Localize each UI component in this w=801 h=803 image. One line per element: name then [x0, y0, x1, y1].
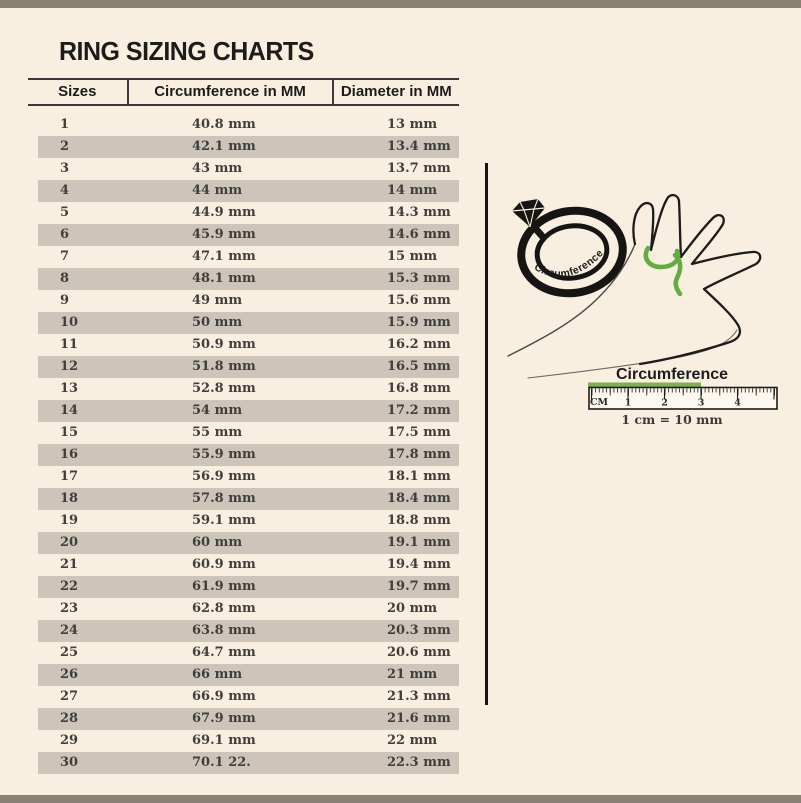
- cell-circumference: 55.9 mm: [192, 447, 256, 462]
- cell-diameter: 20.3 mm: [387, 623, 451, 638]
- cell-size: 11: [60, 337, 79, 352]
- table-row: [38, 422, 459, 444]
- cell-circumference: 44.9 mm: [192, 205, 256, 220]
- cell-size: 20: [60, 535, 79, 550]
- cell-circumference: 60 mm: [192, 535, 243, 550]
- cell-diameter: 13.4 mm: [387, 139, 451, 154]
- cell-diameter: 21.6 mm: [387, 711, 451, 726]
- cell-diameter: 13.7 mm: [387, 161, 451, 176]
- cell-circumference: 54 mm: [192, 403, 243, 418]
- table-row: [38, 730, 459, 752]
- cell-circumference: 70.1 22.: [192, 755, 251, 770]
- cell-circumference: 50.9 mm: [192, 337, 256, 352]
- cell-size: 9: [60, 293, 70, 308]
- cell-diameter: 22.3 mm: [387, 755, 451, 770]
- cell-circumference: 59.1 mm: [192, 513, 256, 528]
- cell-size: 29: [60, 733, 79, 748]
- cell-circumference: 60.9 mm: [192, 557, 256, 572]
- column-header-sizes: Sizes: [58, 83, 97, 100]
- table-row: [38, 400, 459, 422]
- ruler-label-cm: CM: [589, 397, 609, 408]
- column-header-diameter: Diameter in MM: [340, 83, 452, 100]
- cell-size: 17: [60, 469, 79, 484]
- cell-size: 4: [60, 183, 70, 198]
- table-row: [38, 488, 459, 510]
- table-row: [38, 444, 459, 466]
- table-row: [38, 268, 459, 290]
- cell-diameter: 15.9 mm: [387, 315, 451, 330]
- table-row: [38, 642, 459, 664]
- page-title: RING SIZING CHARTS: [59, 36, 314, 66]
- cell-diameter: 13 mm: [387, 117, 438, 132]
- ring-size-table: [28, 78, 459, 774]
- table-row: [38, 510, 459, 532]
- ruler-label-3: 3: [697, 397, 705, 409]
- cell-diameter: 15 mm: [387, 249, 438, 264]
- cell-circumference: 51.8 mm: [192, 359, 256, 374]
- ring-measurement-illustration: [480, 150, 800, 440]
- cell-circumference: 63.8 mm: [192, 623, 256, 638]
- cell-circumference: 45.9 mm: [192, 227, 256, 242]
- green-string-icon: [646, 248, 680, 294]
- table-row: [38, 598, 459, 620]
- cell-size: 24: [60, 623, 79, 638]
- cell-diameter: 15.6 mm: [387, 293, 451, 308]
- cell-diameter: 19.4 mm: [387, 557, 451, 572]
- cell-size: 21: [60, 557, 79, 572]
- cell-circumference: 66 mm: [192, 667, 243, 682]
- table-row: [38, 686, 459, 708]
- top-frame-bar: [0, 0, 801, 8]
- table-row: [38, 202, 459, 224]
- cell-diameter: 17.5 mm: [387, 425, 451, 440]
- cell-diameter: 19.7 mm: [387, 579, 451, 594]
- cell-circumference: 44 mm: [192, 183, 243, 198]
- cell-diameter: 17.2 mm: [387, 403, 451, 418]
- cell-size: 28: [60, 711, 79, 726]
- cell-circumference: 55 mm: [192, 425, 243, 440]
- cell-diameter: 17.8 mm: [387, 447, 451, 462]
- table-row: [38, 114, 459, 136]
- table-row: [38, 576, 459, 598]
- cell-size: 18: [60, 491, 79, 506]
- cell-size: 1: [60, 117, 70, 132]
- ruler-label-1: 1: [624, 397, 632, 409]
- cell-circumference: 40.8 mm: [192, 117, 256, 132]
- cell-size: 7: [60, 249, 70, 264]
- table-row: [38, 356, 459, 378]
- ruler-title: Circumference: [615, 366, 729, 383]
- cell-diameter: 22 mm: [387, 733, 438, 748]
- bottom-frame-bar: [0, 795, 801, 803]
- green-measure-line: [588, 383, 701, 388]
- cell-diameter: 20 mm: [387, 601, 438, 616]
- diamond-ring-icon: [512, 199, 629, 300]
- table-row: [38, 136, 459, 158]
- table-row: [38, 290, 459, 312]
- cell-circumference: 48.1 mm: [192, 271, 256, 286]
- ruler-block: [588, 366, 777, 427]
- ruler-label-2: 2: [661, 397, 668, 409]
- table-row: [38, 334, 459, 356]
- cell-circumference: 64.7 mm: [192, 645, 256, 660]
- cell-circumference: 62.8 mm: [192, 601, 256, 616]
- cell-circumference: 42.1 mm: [192, 139, 256, 154]
- cell-size: 15: [60, 425, 79, 440]
- ring-circumference-label: Circumference: [532, 247, 606, 281]
- cell-size: 25: [60, 645, 79, 660]
- cell-size: 30: [60, 755, 79, 770]
- cell-circumference: 56.9 mm: [192, 469, 256, 484]
- table-row: [38, 246, 459, 268]
- table-row: [38, 312, 459, 334]
- cell-diameter: 19.1 mm: [387, 535, 451, 550]
- cell-circumference: 43 mm: [192, 161, 243, 176]
- table-row: [38, 554, 459, 576]
- cell-circumference: 67.9 mm: [192, 711, 256, 726]
- cell-diameter: 14.3 mm: [387, 205, 451, 220]
- cell-size: 26: [60, 667, 79, 682]
- cell-circumference: 50 mm: [192, 315, 243, 330]
- column-header-circumference: Circumference in MM: [127, 80, 334, 104]
- cell-diameter: 14.6 mm: [387, 227, 451, 242]
- table-body: [38, 114, 459, 774]
- ruler-note: 1 cm = 10 mm: [621, 412, 723, 427]
- cell-size: 23: [60, 601, 79, 616]
- cell-circumference: 52.8 mm: [192, 381, 256, 396]
- cell-size: 6: [60, 227, 70, 242]
- cell-size: 2: [60, 139, 70, 154]
- cell-circumference: 61.9 mm: [192, 579, 256, 594]
- table-row: [38, 224, 459, 246]
- cell-circumference: 66.9 mm: [192, 689, 256, 704]
- table-row: [38, 466, 459, 488]
- table-row: [38, 180, 459, 202]
- table-row: [38, 752, 459, 774]
- cell-diameter: 18.1 mm: [387, 469, 451, 484]
- cell-size: 5: [60, 205, 70, 220]
- cell-size: 3: [60, 161, 70, 176]
- cell-diameter: 16.5 mm: [387, 359, 451, 374]
- cell-circumference: 57.8 mm: [192, 491, 256, 506]
- cell-diameter: 14 mm: [387, 183, 438, 198]
- cell-circumference: 47.1 mm: [192, 249, 256, 264]
- cell-size: 13: [60, 381, 79, 396]
- cell-size: 12: [60, 359, 79, 374]
- table-row: [38, 532, 459, 554]
- cell-diameter: 18.8 mm: [387, 513, 451, 528]
- cell-size: 16: [60, 447, 79, 462]
- ruler-label-4: 4: [734, 397, 741, 409]
- cell-diameter: 21.3 mm: [387, 689, 451, 704]
- cell-circumference: 49 mm: [192, 293, 243, 308]
- cell-size: 27: [60, 689, 79, 704]
- cell-diameter: 18.4 mm: [387, 491, 451, 506]
- cell-diameter: 21 mm: [387, 667, 438, 682]
- cell-diameter: 15.3 mm: [387, 271, 451, 286]
- table-header-row: [28, 78, 459, 106]
- table-row: [38, 620, 459, 642]
- table-row: [38, 664, 459, 686]
- table-row: [38, 708, 459, 730]
- cell-size: 22: [60, 579, 79, 594]
- cell-diameter: 16.8 mm: [387, 381, 451, 396]
- cell-diameter: 16.2 mm: [387, 337, 451, 352]
- cell-size: 14: [60, 403, 79, 418]
- cell-size: 19: [60, 513, 79, 528]
- cell-circumference: 69.1 mm: [192, 733, 256, 748]
- cell-size: 8: [60, 271, 70, 286]
- cell-diameter: 20.6 mm: [387, 645, 451, 660]
- table-row: [38, 378, 459, 400]
- cell-size: 10: [60, 315, 79, 330]
- table-row: [38, 158, 459, 180]
